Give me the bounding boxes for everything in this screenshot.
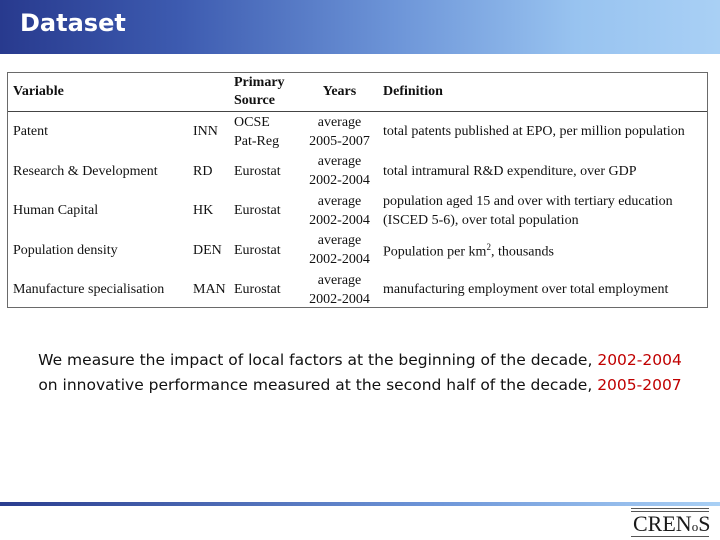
logo-text-end: S <box>698 511 711 536</box>
cell-definition-line2: (ISCED 5-6), over total population <box>383 212 579 228</box>
cell-source-line2: Pat-Reg <box>234 133 280 149</box>
cell-variable: Population density <box>13 242 118 258</box>
cell-years-line1: average <box>317 272 362 288</box>
cell-definition-superscript: 2 <box>486 242 491 253</box>
header-primary-source <box>234 73 304 112</box>
header-variable: Variable <box>8 73 191 112</box>
cell-abbr: INN <box>193 124 218 140</box>
cell-years-line1: average <box>317 193 362 209</box>
cell-years-line1: average <box>317 233 362 249</box>
caption-line-1-text: We measure the impact of local factors at the beginning of the decade, <box>38 351 598 369</box>
header-abbr <box>191 73 234 112</box>
header-source-line1: Primary <box>234 75 285 90</box>
logo-bottom-rule <box>631 536 709 537</box>
dataset-table-frame <box>7 72 708 308</box>
table-row <box>8 270 707 310</box>
cell-abbr: RD <box>193 163 213 179</box>
header-definition: Definition <box>375 73 707 112</box>
logo-text-main: CREN <box>633 511 692 536</box>
slide-title: Dataset <box>20 9 126 37</box>
cell-years-line1: average <box>317 114 362 130</box>
cell-years-line2: 2002-2004 <box>309 291 370 307</box>
cell-definition: total intramural R&D expenditure, over GDP <box>383 163 637 179</box>
cell-definition <box>375 231 707 271</box>
cell-abbr: HK <box>193 203 214 219</box>
cell-years-line2: 2005-2007 <box>309 133 370 149</box>
cell-years <box>304 191 375 231</box>
table-header-row <box>8 73 707 112</box>
cell-years <box>304 270 375 310</box>
header-source-line2: Source <box>234 93 275 108</box>
table-row <box>8 191 707 231</box>
cell-source: Eurostat <box>234 203 281 219</box>
crenos-logo <box>631 508 709 540</box>
caption-line-1-period: 2002-2004 <box>597 351 682 369</box>
header-years: Years <box>304 73 375 112</box>
cell-definition-text: Population per km <box>383 245 487 261</box>
cell-definition: manufacturing employment over total employment <box>383 282 669 298</box>
title-banner <box>0 0 720 54</box>
cell-variable: Research & Development <box>13 163 158 179</box>
table-row <box>8 152 707 192</box>
cell-definition-text-end: , thousands <box>490 245 554 261</box>
cell-years-line2: 2002-2004 <box>309 173 370 189</box>
cell-years-line2: 2002-2004 <box>309 212 370 228</box>
cell-source <box>234 112 304 152</box>
cell-years <box>304 112 375 152</box>
cell-source: Eurostat <box>234 242 281 258</box>
caption-line-2-text: on innovative performance measured at the second half of the decade, <box>38 376 598 394</box>
cell-variable: Manufacture specialisation <box>13 282 165 298</box>
cell-definition-line1: population aged 15 and over with tertiary education <box>383 193 673 209</box>
cell-definition <box>375 191 707 231</box>
cell-source: Eurostat <box>234 163 281 179</box>
cell-years-line1: average <box>317 154 362 170</box>
cell-years <box>304 231 375 271</box>
footer-divider <box>0 502 720 506</box>
caption-line-2-period: 2005-2007 <box>597 376 682 394</box>
cell-variable: Patent <box>13 124 48 140</box>
cell-abbr: MAN <box>193 282 226 298</box>
logo-wordmark <box>633 511 710 537</box>
cell-variable: Human Capital <box>13 203 99 219</box>
table-row <box>8 231 707 271</box>
caption-line-2 <box>0 373 720 397</box>
dataset-table <box>8 73 707 310</box>
logo-text-sub: o <box>691 519 699 534</box>
cell-definition: total patents published at EPO, per million population <box>383 124 685 140</box>
cell-source: Eurostat <box>234 282 281 298</box>
cell-source-line1: OCSE <box>234 114 270 130</box>
cell-abbr: DEN <box>193 242 222 258</box>
cell-years <box>304 152 375 192</box>
caption-line-1 <box>0 348 720 372</box>
cell-years-line2: 2002-2004 <box>309 252 370 268</box>
table-row <box>8 112 707 152</box>
